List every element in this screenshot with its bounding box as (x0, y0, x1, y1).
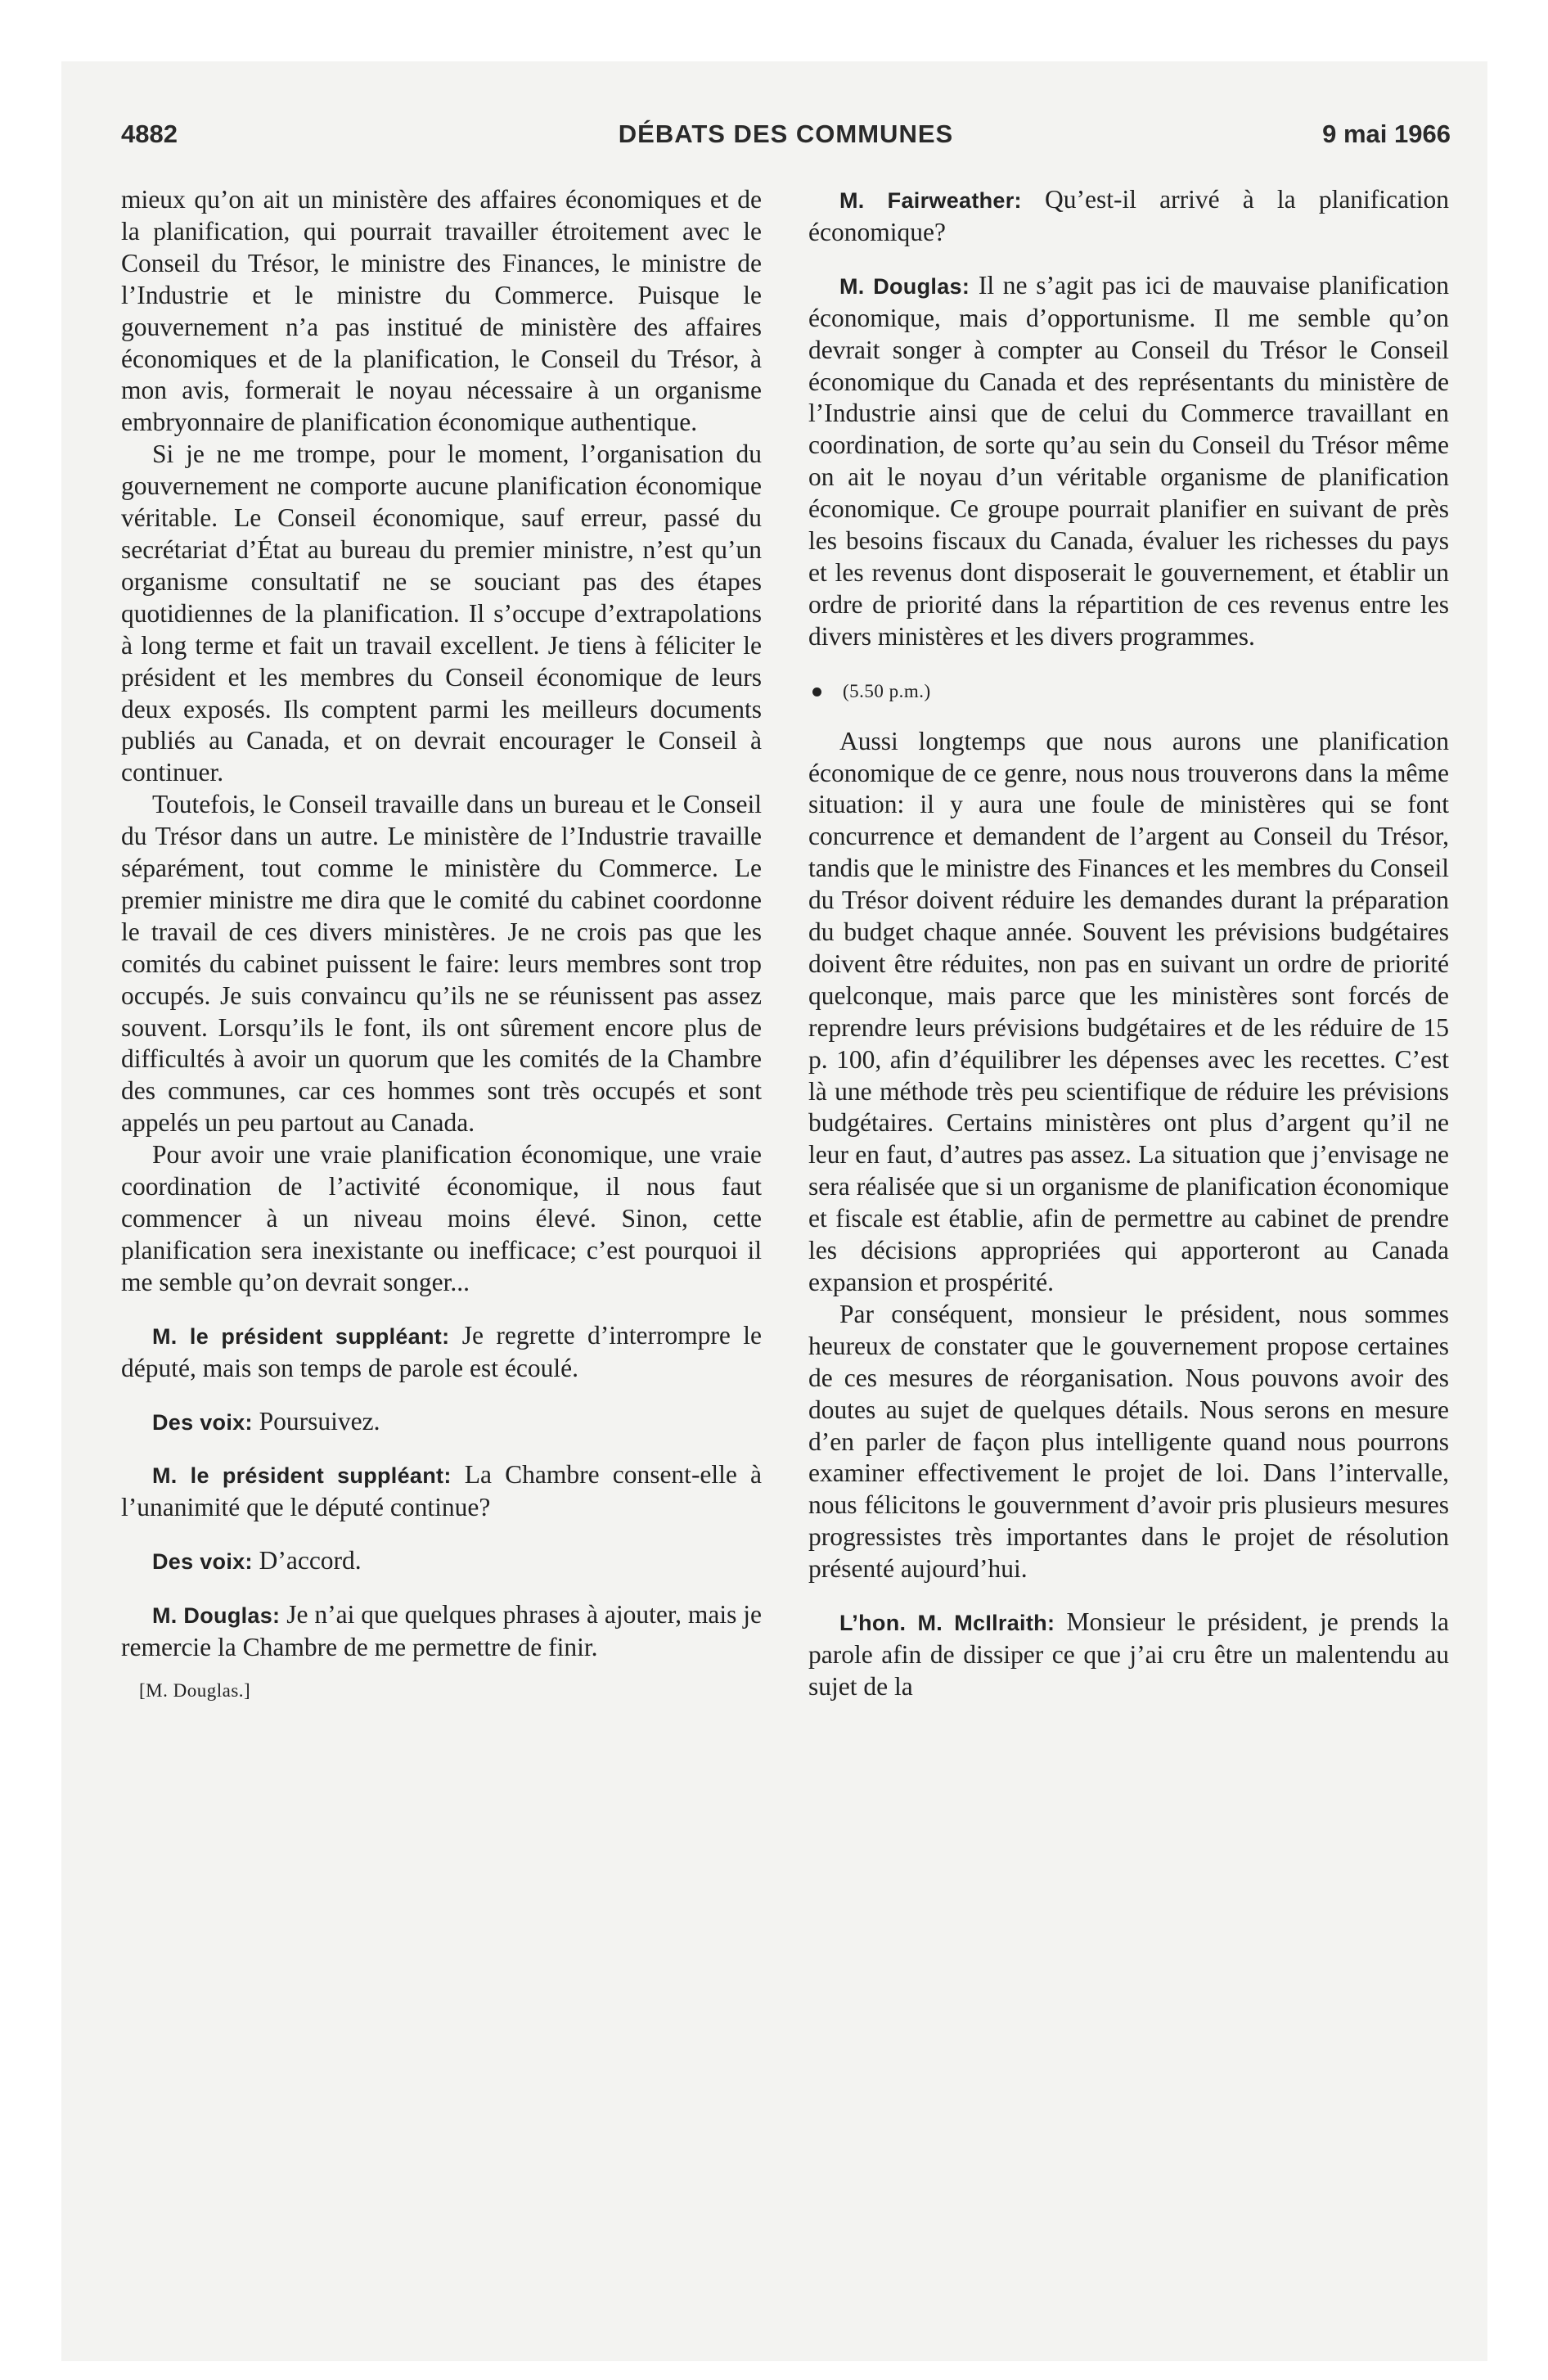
speech (808, 270, 1449, 653)
speaker-name: Des voix: (152, 1549, 253, 1575)
speech (121, 1320, 762, 1385)
speech (808, 1607, 1449, 1703)
speech (121, 1545, 762, 1578)
paragraph: mieux qu’on ait un ministère des affaires économiques et de la planification, qui pourrait travailler étroitement avec le Conseil du Trésor, le ministre des Finances, le ministre de l’Industrie et le ministre du Commerce. Puisque le gouvernement n’a pas institué de ministère des affaires économiques et de la planification, le Conseil du Trésor, à mon avis, formerait le noyau nécessaire à un organisme embryonnaire de planification économique authentique. (121, 185, 762, 437)
speaker-name: M. le président suppléant: (152, 1323, 450, 1349)
page-title: DÉBATS DES COMMUNES (618, 119, 954, 148)
paragraph: Si je ne me trompe, pour le moment, l’organisation du gouvernement ne comporte aucune planification économique véritable. Le Conseil économique, sauf erreur, passé du secrétariat d’État au bureau du premier ministre, n’est qu’un organisme consultatif ne se souciant pas des étapes quotidiennes de la planification. Il s’occupe d’extrapolations à long terme et fait un travail excellent. Je tiens à féliciter le président et les membres du Conseil économique de leurs deux exposés. Ils comptent parmi les meilleurs documents publiés au Canada, et on devrait encourager le Conseil à continuer. (121, 439, 762, 787)
speaker-name: L’hon. M. McIlraith: (839, 1611, 1055, 1636)
left-column (121, 184, 762, 1707)
speech-text: Qu’est-il arrivé à la planification économique? (808, 185, 1450, 246)
paragraph: Aussi longtemps que nous aurons une planification économique de ce genre, nous nous trouverons dans la même situation: il y aura une foule de ministères qui se font concurrence et demandent de l’argent au Conseil du Trésor, tandis que le ministre des Finances et les membres du Conseil du Trésor doivent réduire les demandes durant la préparation du budget chaque année. Souvent les prévisions budgétaires doivent être réduites, non pas en suivant un ordre de priorité quelconque, mais parce que les ministères sont forcés de reprendre leurs prévisions budgétaires et de les réduire de 15 p. 100, afin d’équilibrer les dépenses avec les recettes. C’est là une méthode très peu scientifique de réduire les prévisions budgétaires. Certains ministères ont plus d’argent qu’il ne leur en faut, d’autres pas assez. La situation que j’envisage ne sera réalisée que si un organisme de planification économique et fiscale est établie, afin de permettre au cabinet de prendre les décisions appropriées qui apporteront au Canada expansion et prospérité. (808, 726, 1449, 1296)
speaker-name: M. Douglas: (839, 273, 970, 299)
speech-text: D’accord. (259, 1546, 362, 1575)
speech (121, 1599, 762, 1664)
paragraph: Toutefois, le Conseil travaille dans un bureau et le Conseil du Trésor dans un autre. Le ministère de l’Industrie travaille séparément, tout comme le ministère du Commerce. Le premier ministre me dira que le comité du cabinet coordonne le travail de ces divers ministères. Je ne crois pas que les comités du cabinet puissent le faire: leurs membres sont trop occupés. Je suis convaincu qu’ils ne se réunissent pas assez souvent. Lorsqu’ils le font, ils ont sûrement encore plus de difficultés à avoir un quorum que les comités de la Chambre des communes, car ces hommes sont très occupés et sont appelés un peu partout au Canada. (121, 790, 762, 1138)
speech-text: Il ne s’agit pas ici de mauvaise planification économique, mais d’opportunisme. Il me semble qu’on devrait songer à compter au Conseil du Trésor le Conseil économique du Canada et des représentants du ministère de l’Industrie ainsi que de celui du Commerce travaillant en coordination, de sorte qu’au sein du Conseil du Trésor même on ait le noyau d’un véritable organisme de planification économique. Ce groupe pourrait planifier en suivant de près les besoins fiscaux du Canada, évaluer les richesses du pays et les revenus dont disposerait le gouvernement, et établir un ordre de priorité dans la répartition de ces revenus entre les divers ministères et les divers programmes. (808, 270, 1450, 651)
page-date: 9 mai 1966 (1322, 119, 1451, 148)
timestamp-row (808, 676, 1449, 708)
speech-text: Je regrette d’interrompre le député, mais son temps de parole est écoulé. (121, 1320, 763, 1382)
paragraph: Par conséquent, monsieur le président, nous sommes heureux de constater que le gouvernement propose certaines de ces mesures de réorganisation. Nous pouvons avoir des doutes au sujet de quelques détails. Nous serons en mesure d’en parler de façon plus intelligente quand nous pourrons examiner effectivement le projet de loi. Dans l’intervalle, nous félicitons le gouvernment d’avoir pris plusieurs mesures progressistes très importantes dans le projet de résolution présenté aujourd’hui. (808, 1299, 1449, 1584)
right-column (808, 184, 1449, 1703)
speech-text: Je n’ai que quelques phrases à ajouter, mais je remercie la Chambre de me permettre de finir. (121, 1600, 763, 1662)
speech (121, 1406, 762, 1439)
speaker-name: M. le président suppléant: (152, 1463, 452, 1489)
speaker-attribution: [M. Douglas.] (139, 1679, 251, 1701)
speech-text: Poursuivez. (259, 1406, 380, 1436)
speaker-name: M. Fairweather: (839, 188, 1022, 213)
speaker-name: Des voix: (152, 1409, 253, 1435)
speech-text: Monsieur le président, je prends la parole afin de dissiper ce que j’ai cru être un malentendu au sujet de la (808, 1607, 1449, 1701)
page-header (121, 119, 1451, 160)
page-number: 4882 (121, 119, 178, 148)
speech (121, 1459, 762, 1524)
bullet-icon (812, 687, 821, 696)
timestamp: (5.50 p.m.) (843, 680, 931, 701)
speech-text: La Chambre consent-elle à l’unanimité que le député continue? (121, 1460, 763, 1522)
speaker-name: M. Douglas: (152, 1603, 281, 1629)
paragraph: Pour avoir une vraie planification économique, une vraie coordination de l’activité économique, il nous faut commencer à un niveau moins élevé. Sinon, cette planification sera inexistante ou inefficace; c’est pourquoi il me semble qu’on devrait songer... (121, 1140, 762, 1296)
speech (808, 184, 1449, 249)
